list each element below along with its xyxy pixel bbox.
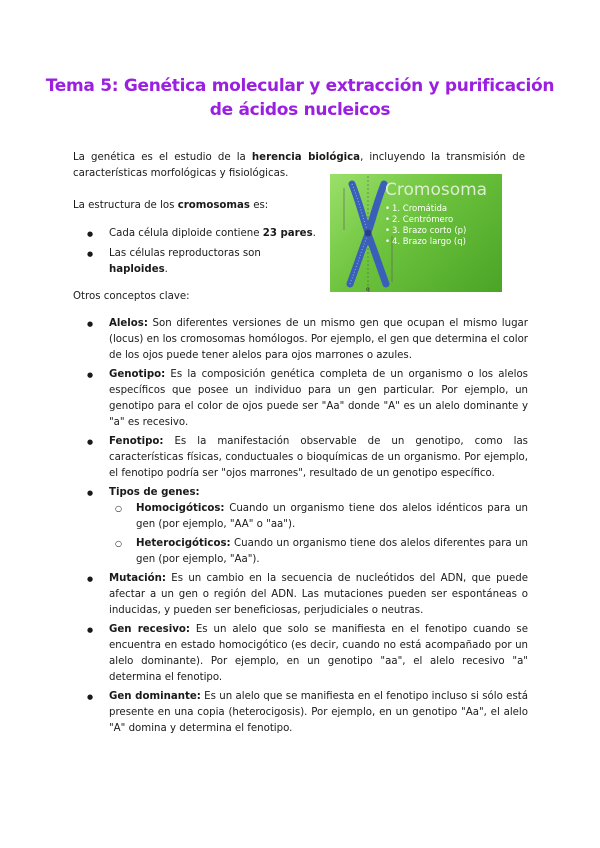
concepts-list [73,316,528,737]
figure-label: • 3. Brazo corto (p) [385,226,466,237]
figure-label: • 2. Centrómero [385,215,466,226]
list-item: ● Fenotipo: Es la manifestación observable de un genotipo, como las características físicas, conductuales o bioquímicas de un organismo. Por ejemplo, el fenotipo podría ser "ojos marrones", resultado de un genotipo específico. [73,434,528,482]
list-item: ● Mutación: Es un cambio en la secuencia de nucleótidos del ADN, que puede afectar a un gen o región del ADN. Las mutaciones pueden ser espontáneas o inducidas, y pueden ser beneficiosas, perjudiciales o neutras. [73,571,528,619]
chromosome-figure [330,174,502,292]
intro-text-end: , incluyendo la transmisión de características morfológicas y fisiológicas. [73,152,525,179]
list-item: ● Cada célula diploide contiene 23 pares. [73,226,323,242]
page-title: Tema 5: Genética molecular y extracción y purificación de ácidos nucleicos [45,76,555,120]
list-item: ● Tipos de genes: ○ Homocigóticos: Cuando un organismo tiene dos alelos idénticos para un gen (por ejemplo, "AA" o "aa"). ○ Heterocigóticos: Cuando un organismo tiene dos alelos diferentes para un gen (por ejemplo, "Aa"). [73,485,528,568]
structure-bold: cromosomas [177,200,250,211]
figure-label: • 4. Brazo largo (q) [385,237,466,248]
gene-types-list [109,501,528,568]
figure-title: Cromosoma [385,180,488,200]
list-item: ● Las células reproductoras son haploides. [73,246,323,278]
structure-list [73,226,323,278]
list-item: ● Genotipo: Es la composición genética completa de un organismo o los alelos específicos que posee un individuo para un gen particular. Por ejemplo, un genotipo para el color de ojos puede ser "Aa" donde "A" es un alelo dominante y "a" es recesivo. [73,367,528,431]
list-item: ● Gen dominante: Es un alelo que se manifiesta en el fenotipo incluso si sólo está presente en una copia (heterocigosis). Por ejemplo, en un genotipo "Aa", el alelo "A" domina y determina el fenotipo. [73,689,528,737]
figure-labels [385,204,466,248]
list-item: ● Alelos: Son diferentes versiones de un mismo gen que ocupan el mismo lugar (locus) en los cromosomas homólogos. Por ejemplo, el gen que determina el color de los ojos puede tener alelos para ojos marrones o azules. [73,316,528,364]
list-item: ○ Heterocigóticos: Cuando un organismo tiene dos alelos diferentes para un gen (por ejemplo, "Aa"). [73,536,528,568]
structure-text-end: es: [249,200,269,211]
intro-text: La genética es el estudio de la [73,152,252,163]
structure-paragraph [73,198,323,214]
other-heading: Otros conceptos clave: [73,291,190,302]
list-item: ○ Homocigóticos: Cuando un organismo tiene dos alelos idénticos para un gen (por ejemplo, "AA" o "aa"). [73,501,528,533]
structure-text: La estructura de los [73,200,178,211]
svg-text:q: q [366,286,370,292]
figure-label: • 1. Cromátida [385,204,466,215]
intro-bold: herencia biológica [251,152,361,163]
list-item: ● Gen recesivo: Es un alelo que solo se manifiesta en el fenotipo cuando se encuentra en estado homocigótico (es decir, cuando no está acompañado por un alelo dominante). Por ejemplo, en un genotipo "aa", el alelo recesivo "a" determina el fenotipo. [73,622,528,686]
